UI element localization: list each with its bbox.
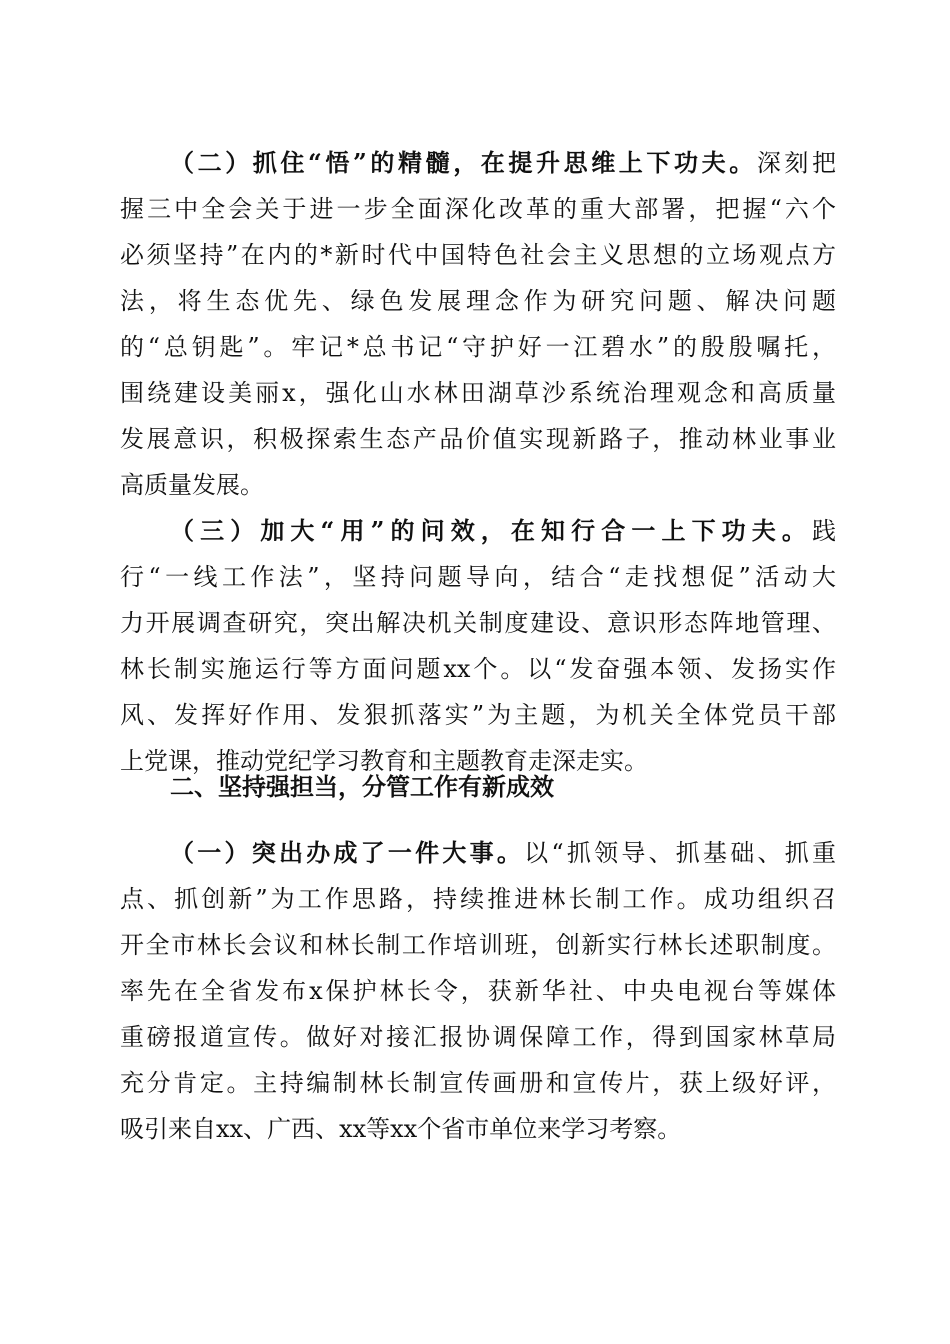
paragraph-2-line-4: 法，将生态优先、绿色发展理念作为研究问题、解决问题: [120, 287, 836, 315]
paragraph-2-line-5: 的“总钥匙”。牢记*总书记“守护好一江碧水”的殷殷嘱托，: [120, 333, 836, 361]
paragraph-3-line-6: 上党课，推动党纪学习教育和主题教育走深走实。: [120, 747, 648, 775]
paragraph-s1-line-5: 重磅报道宣传。做好对接汇报协调保障工作，得到国家林草局: [120, 1023, 836, 1051]
paragraph-3-text: 践: [812, 517, 836, 545]
paragraph-2-lead: （二）抓住“悟”的精髓，在提升思维上下功夫。: [170, 148, 757, 177]
paragraph-3-line-2: 行“一线工作法”，坚持问题导向，结合“走找想促”活动大: [120, 563, 836, 591]
paragraph-2-line-6: 围绕建设美丽x，强化山水林田湖草沙系统治理观念和高质量: [120, 379, 836, 407]
paragraph-3-line-5: 风、发挥好作用、发狠抓落实”为主题，为机关全体党员干部: [120, 701, 836, 729]
paragraph-3-line-3: 力开展调查研究，突出解决机关制度建设、意识形态阵地管理、: [120, 609, 836, 637]
paragraph-3-line-1: [120, 508, 836, 554]
section-heading: 二、坚持强担当，分管工作有新成效: [170, 773, 554, 801]
paragraph-2-line-8: 高质量发展。: [120, 471, 264, 499]
paragraph-3-lead: （三）加大“用”的问效，在知行合一上下功夫。: [170, 516, 812, 545]
paragraph-s1-line-3: 开全市林长会议和林长制工作培训班，创新实行林长述职制度。: [120, 931, 836, 959]
paragraph-s1-lead: （一）突出办成了一件大事。: [170, 838, 525, 867]
paragraph-s1-line-6: 充分肯定。主持编制林长制宣传画册和宣传片，获上级好评，: [120, 1069, 836, 1097]
paragraph-s1-line-7: 吸引来自xx、广西、xx等xx个省市单位来学习考察。: [120, 1115, 682, 1143]
paragraph-2-line-7: 发展意识，积极探索生态产品价值实现新路子，推动林业事业: [120, 425, 836, 453]
paragraph-2-line-3: 必须坚持”在内的*新时代中国特色社会主义思想的立场观点方: [120, 241, 836, 269]
paragraph-s1-line-2: 点、抓创新”为工作思路，持续推进林长制工作。成功组织召: [120, 885, 836, 913]
paragraph-3-line-4: 林长制实施运行等方面问题xx个。以“发奋强本领、发扬实作: [120, 655, 836, 683]
paragraph-2-text: 深刻把: [756, 149, 836, 177]
paragraph-s1-text: 以“抓领导、抓基础、抓重: [524, 839, 836, 867]
paragraph-2-line-1: [120, 140, 836, 186]
paragraph-2-line-2: 握三中全会关于进一步全面深化改革的重大部署，把握“六个: [120, 195, 836, 223]
paragraph-s1-line-1: [120, 830, 836, 876]
paragraph-s1-line-4: 率先在全省发布x保护林长令，获新华社、中央电视台等媒体: [120, 977, 836, 1005]
